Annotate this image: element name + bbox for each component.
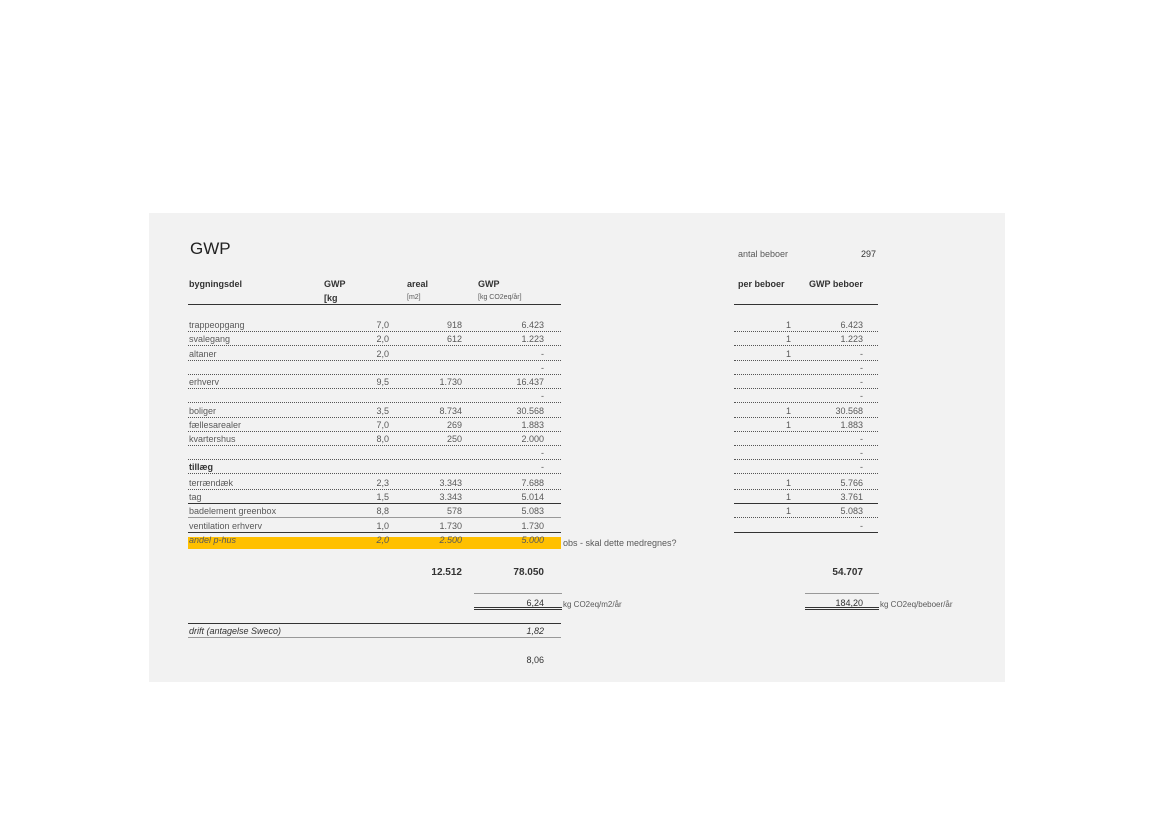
row-gwp-beboer: - — [860, 349, 863, 359]
row-name: altaner — [189, 349, 217, 359]
header-gwp-beboer: GWP beboer — [809, 279, 863, 289]
row-rule — [188, 417, 561, 418]
row-rule-right — [734, 374, 878, 375]
spreadsheet-area — [149, 213, 1005, 682]
row-per-beboer: 1 — [785, 334, 791, 344]
beboer-ratio-rule-bottom — [805, 607, 879, 610]
drift-rule-bottom — [188, 637, 561, 638]
row-rule-right — [734, 503, 878, 504]
row-areal: 3.343 — [439, 478, 462, 488]
row-rule — [188, 402, 561, 403]
row-rule — [188, 360, 561, 361]
row-gwp: 2,3 — [376, 478, 389, 488]
ratio-value: 6,24 — [526, 598, 544, 608]
row-name: terrændæk — [189, 478, 234, 488]
row-gwp: 2,0 — [376, 334, 389, 344]
row-rule — [188, 489, 561, 490]
row-name: badelement greenbox — [189, 506, 277, 516]
row-total: - — [541, 448, 544, 458]
row-areal: 918 — [446, 320, 462, 330]
row-rule — [188, 503, 561, 504]
header-gwp2: GWP — [478, 279, 500, 289]
drift-rule-top — [188, 623, 561, 624]
row-rule — [188, 374, 561, 375]
row-total: - — [541, 391, 544, 401]
row-rule — [188, 331, 561, 332]
row-rule-right — [734, 431, 878, 432]
header-gwp: GWP — [324, 279, 346, 289]
total-beboer: 54.707 — [832, 567, 863, 578]
row-per-beboer: 1 — [785, 406, 791, 416]
row-name: kvartershus — [189, 434, 236, 444]
row-rule — [188, 345, 561, 346]
row-rule — [188, 532, 561, 533]
row-gwp: 7,0 — [376, 320, 389, 330]
sum-value: 8,06 — [526, 655, 544, 665]
row-total: 6.423 — [521, 320, 544, 330]
row-gwp-beboer: 3.761 — [840, 492, 863, 502]
beboer-ratio-value: 184,20 — [835, 598, 863, 608]
row-gwp: 3,5 — [376, 406, 389, 416]
row-rule — [188, 473, 561, 474]
row-rule — [188, 431, 561, 432]
row-name: tillæg — [189, 462, 213, 472]
page-title: GWP — [190, 239, 231, 258]
row-gwp-beboer: - — [860, 377, 863, 387]
row-gwp-beboer: - — [860, 462, 863, 472]
ratio-rule-top — [474, 593, 562, 594]
row-total: 2.000 — [521, 434, 544, 444]
row-rule-right — [734, 360, 878, 361]
antal-beboer-value: 297 — [860, 249, 876, 259]
row-name: trappeopgang — [189, 320, 245, 330]
row-gwp: 1,5 — [376, 492, 389, 502]
row-gwp-beboer: - — [860, 391, 863, 401]
row-rule — [188, 388, 561, 389]
row-per-beboer: 1 — [785, 420, 791, 430]
row-total: 30.568 — [516, 406, 544, 416]
row-gwp: 8,0 — [376, 434, 389, 444]
row-name: ventilation erhverv — [189, 521, 263, 531]
row-gwp: 8,8 — [376, 506, 389, 516]
row-total: 1.883 — [521, 420, 544, 430]
row-name: andel p-hus — [189, 535, 237, 545]
header-gwp-unit: [kg — [324, 293, 338, 303]
row-total: 7.688 — [521, 478, 544, 488]
header-areal: areal — [407, 279, 429, 289]
row-gwp: 7,0 — [376, 420, 389, 430]
header-areal-unit: [m2] — [407, 294, 421, 301]
row-name: erhverv — [189, 377, 220, 387]
row-areal: 250 — [446, 434, 462, 444]
row-gwp-beboer: - — [860, 521, 863, 531]
row-total: 1.223 — [521, 334, 544, 344]
row-rule-right — [734, 517, 878, 518]
drift-label: drift (antagelse Sweco) — [189, 626, 282, 636]
row-areal: 269 — [446, 420, 462, 430]
row-total: - — [541, 462, 544, 472]
row-areal: 8.734 — [439, 406, 462, 416]
row-rule-right — [734, 445, 878, 446]
row-gwp-beboer: 1.883 — [840, 420, 863, 430]
row-gwp: 9,5 — [376, 377, 389, 387]
row-total: 5.083 — [521, 506, 544, 516]
row-total: 5.014 — [521, 492, 544, 502]
row-areal: 1.730 — [439, 377, 462, 387]
drift-value: 1,82 — [526, 626, 544, 636]
ratio-unit: kg CO2eq/m2/år — [563, 600, 622, 609]
row-rule-right — [734, 388, 878, 389]
row-name: tag — [189, 492, 202, 502]
row-gwp-beboer: 30.568 — [835, 406, 863, 416]
row-per-beboer: 1 — [785, 506, 791, 516]
row-rule-right — [734, 331, 878, 332]
row-per-beboer: 1 — [785, 478, 791, 488]
beboer-ratio-rule-top — [805, 593, 879, 594]
row-gwp-beboer: 6.423 — [840, 320, 863, 330]
row-per-beboer: 1 — [785, 492, 791, 502]
antal-beboer-label: antal beboer — [738, 249, 789, 259]
header-per-beboer: per beboer — [738, 279, 785, 289]
row-gwp-beboer: 5.766 — [840, 478, 863, 488]
row-rule-right — [734, 417, 878, 418]
beboer-ratio-unit: kg CO2eq/beboer/år — [880, 600, 953, 609]
row-areal: 2.500 — [439, 535, 462, 545]
total-areal: 12.512 — [431, 567, 462, 578]
row-gwp: 2,0 — [376, 535, 389, 545]
row-areal: 578 — [446, 506, 462, 516]
row-total: 16.437 — [516, 377, 544, 387]
row-rule-right — [734, 459, 878, 460]
row-total: 5.000 — [521, 535, 544, 545]
row-gwp: 1,0 — [376, 521, 389, 531]
row-rule — [188, 459, 561, 460]
row-name: svalegang — [189, 334, 231, 344]
row-name: fællesarealer — [189, 420, 242, 430]
row-rule — [188, 445, 561, 446]
header-rule-right — [734, 304, 878, 305]
row-per-beboer: 1 — [785, 349, 791, 359]
row-rule-right — [734, 532, 878, 533]
row-gwp-beboer: - — [860, 434, 863, 444]
row-rule-right — [734, 489, 878, 490]
row-areal: 1.730 — [439, 521, 462, 531]
row-gwp-beboer: - — [860, 363, 863, 373]
row-gwp-beboer: 5.083 — [840, 506, 863, 516]
header-rule-left — [188, 304, 561, 305]
row-rule — [188, 517, 561, 518]
total-gwp: 78.050 — [513, 567, 544, 578]
header-bygningsdel: bygningsdel — [189, 279, 243, 289]
row-rule-right — [734, 473, 878, 474]
row-total: - — [541, 363, 544, 373]
ratio-rule-bottom — [474, 607, 562, 610]
row-rule-right — [734, 402, 878, 403]
header-gwp2-unit: [kg CO2eq/år] — [478, 294, 522, 301]
row-total: - — [541, 349, 544, 359]
obs-note: obs - skal dette medregnes? — [563, 538, 677, 548]
row-per-beboer: 1 — [785, 320, 791, 330]
row-total: 1.730 — [521, 521, 544, 531]
row-name: boliger — [189, 406, 217, 416]
row-rule-right — [734, 345, 878, 346]
row-gwp-beboer: 1.223 — [840, 334, 863, 344]
row-areal: 3.343 — [439, 492, 462, 502]
row-gwp-beboer: - — [860, 448, 863, 458]
row-gwp: 2,0 — [376, 349, 389, 359]
row-areal: 612 — [446, 334, 462, 344]
